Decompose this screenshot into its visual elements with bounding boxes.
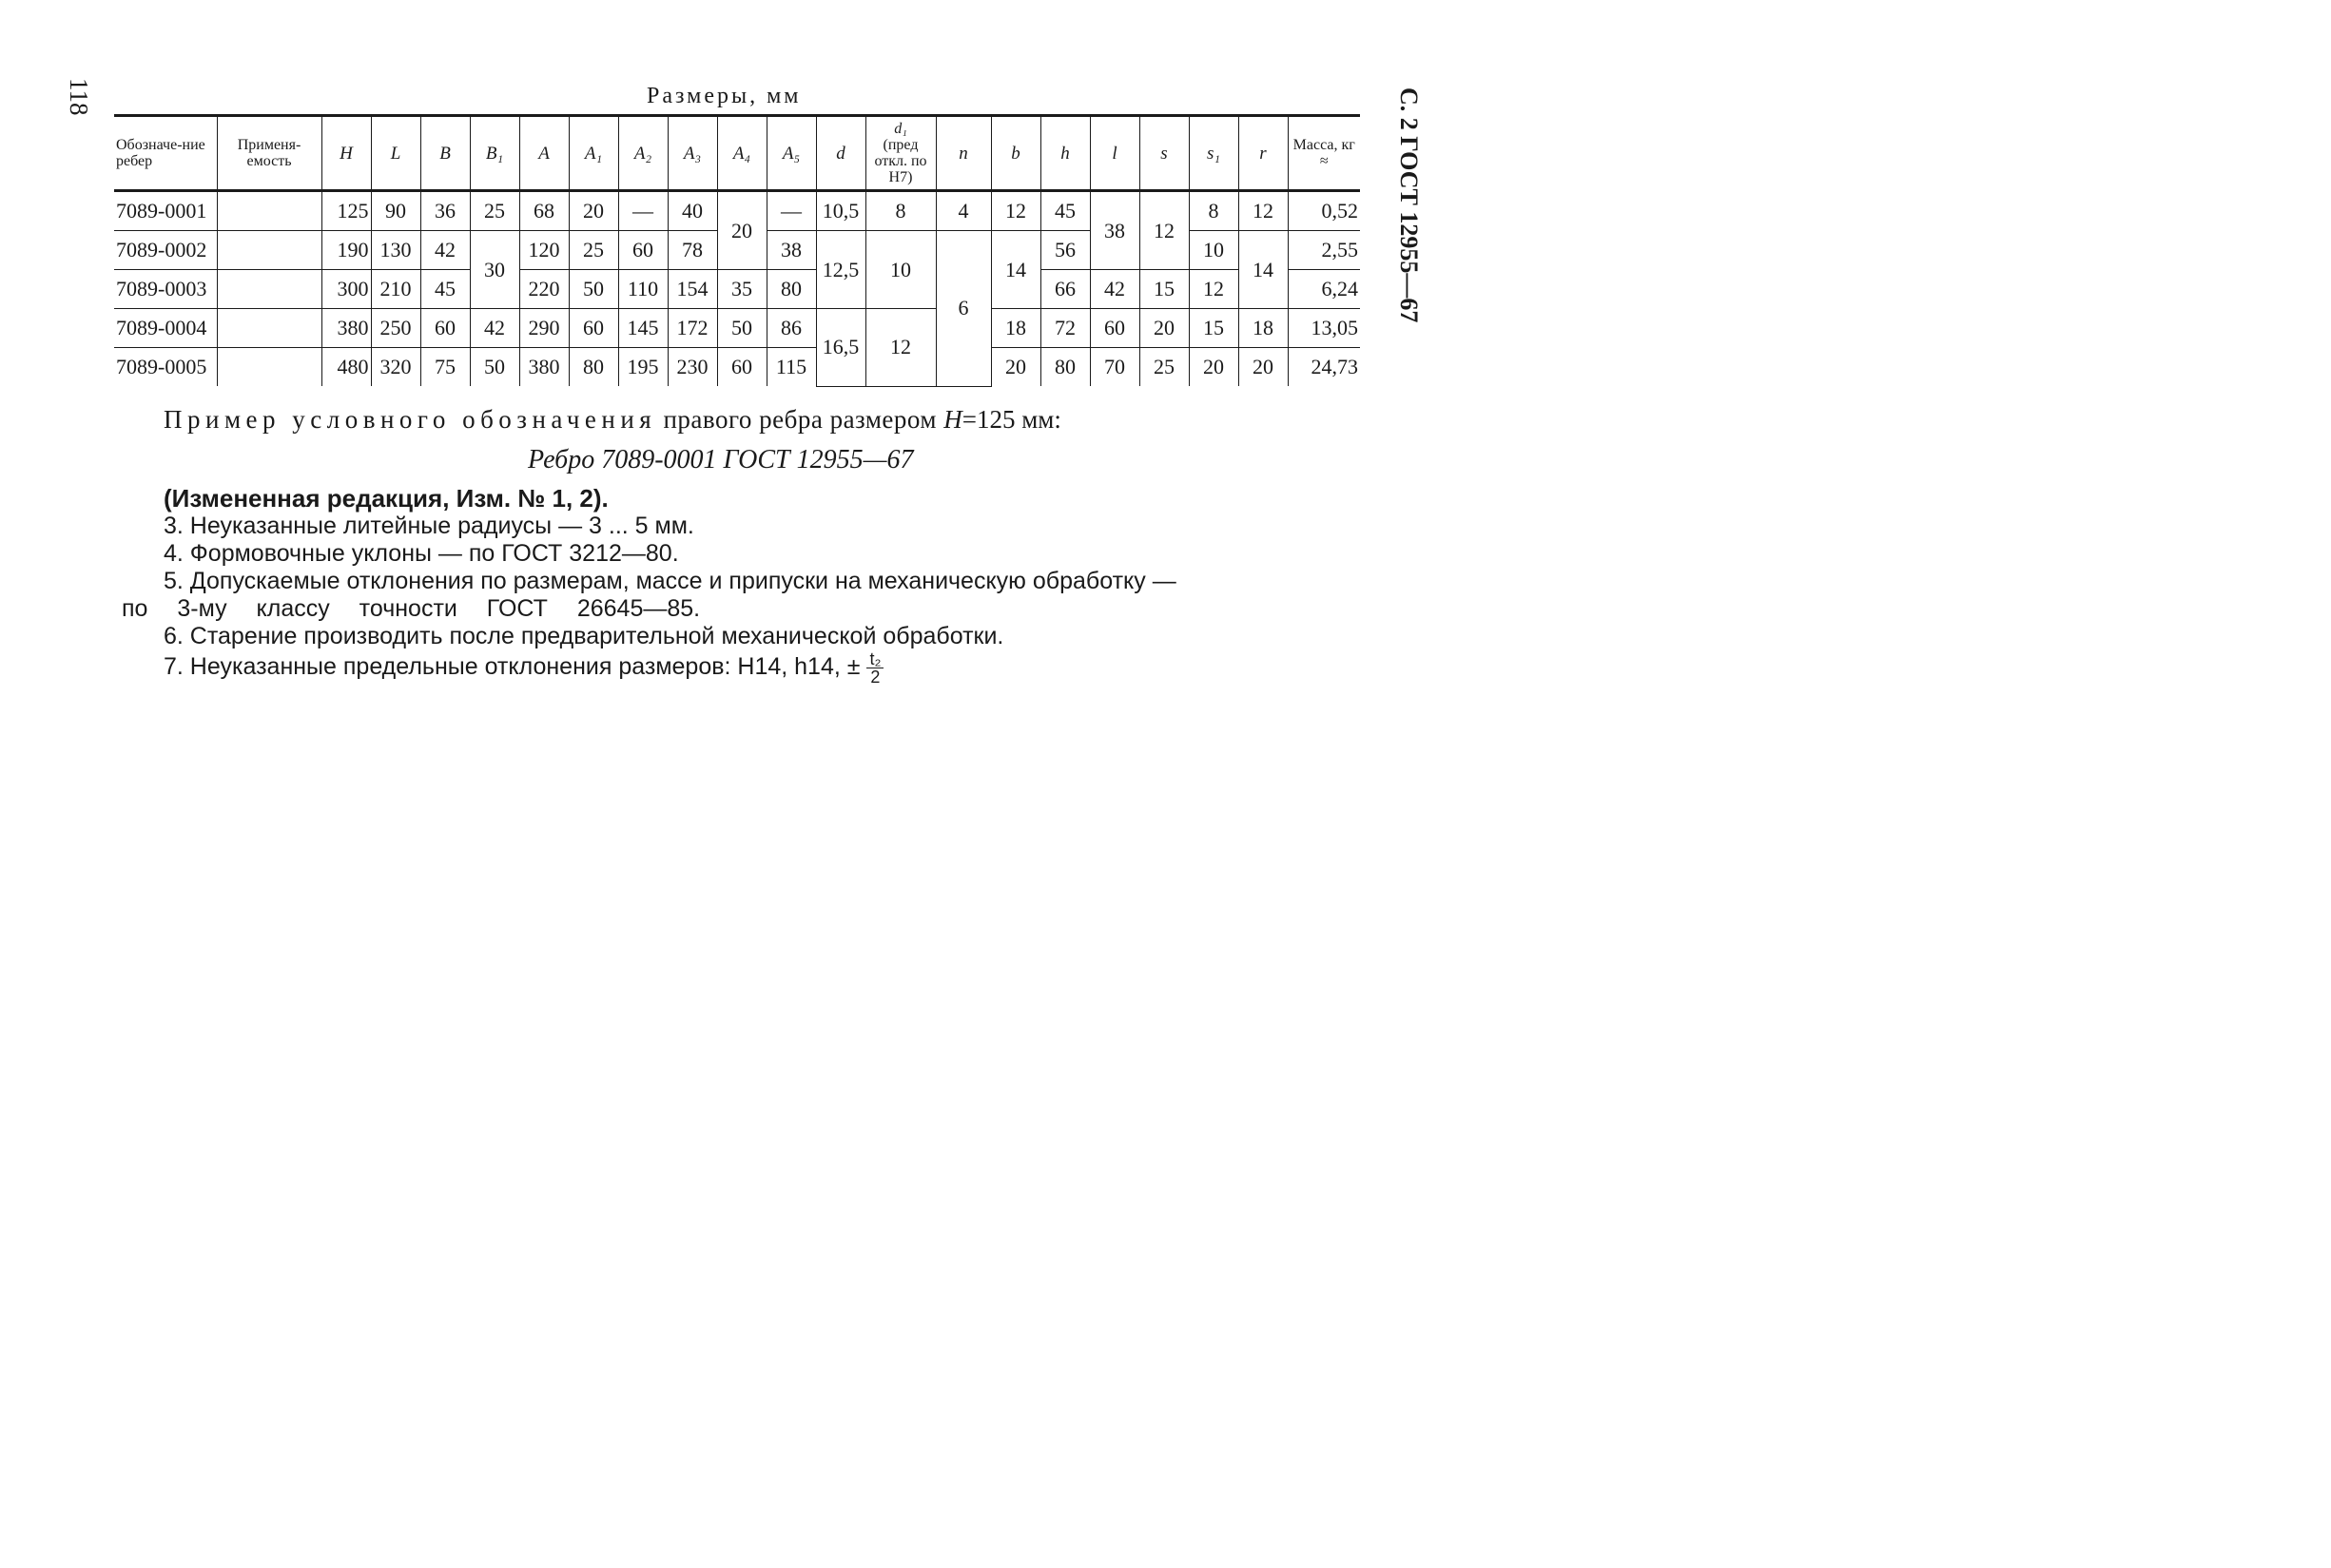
cell-s1: 20 — [1189, 348, 1238, 387]
cell-b: 18 — [991, 309, 1040, 348]
cell-A3: 78 — [668, 231, 717, 270]
example-lead: Пример условного обозначения — [164, 405, 657, 434]
note-item-5-cont: по 3-му классу точности ГОСТ 26645—85. — [122, 595, 701, 622]
cell-B: 45 — [420, 270, 470, 309]
note-item-5: 5. Допускаемые отклонения по размерам, массе и припуски на механическую обработку — — [164, 568, 1176, 594]
notes-block — [122, 485, 1349, 686]
cell-s1: 15 — [1189, 309, 1238, 348]
note-item-4: 4. Формовочные уклоны — по ГОСТ 3212—80. — [164, 540, 679, 567]
cell-A2: 110 — [618, 270, 668, 309]
cell-L: 90 — [371, 191, 420, 231]
cell-designation: 7089-0004 — [114, 309, 217, 348]
cell-H: 190 — [321, 231, 371, 270]
cell-B1: 25 — [470, 191, 519, 231]
cell-designation: 7089-0002 — [114, 231, 217, 270]
cell-mass: 0,52 — [1288, 191, 1360, 231]
header-d1-note: (пред откл. по Н7) — [874, 137, 927, 185]
designation-example-line — [164, 405, 1061, 435]
page-number: 118 — [65, 78, 93, 116]
cell-A: 290 — [519, 309, 569, 348]
example-symbol: H — [943, 405, 962, 434]
cell-A: 380 — [519, 348, 569, 387]
cell-applicability — [217, 270, 321, 309]
cell-A1: 25 — [569, 231, 618, 270]
cell-A3: 172 — [668, 309, 717, 348]
cell-r: 18 — [1238, 309, 1288, 348]
cell-B: 36 — [420, 191, 470, 231]
cell-L: 210 — [371, 270, 420, 309]
cell-h: 66 — [1040, 270, 1090, 309]
cell-A1: 80 — [569, 348, 618, 387]
example-value: =125 мм: — [962, 405, 1061, 434]
cell-d1: 8 — [865, 191, 936, 231]
cell-s1: 8 — [1189, 191, 1238, 231]
note-item-7 — [122, 650, 1349, 686]
cell-A2: — — [618, 191, 668, 231]
cell-applicability — [217, 191, 321, 231]
cell-h: 45 — [1040, 191, 1090, 231]
header-s: s — [1139, 116, 1189, 191]
cell-d: 16,5 — [816, 309, 865, 387]
cell-designation: 7089-0003 — [114, 270, 217, 309]
cell-H: 300 — [321, 270, 371, 309]
table-caption: Размеры, мм — [647, 84, 802, 108]
cell-A5: 86 — [767, 309, 816, 348]
cell-B1: 30 — [470, 231, 519, 309]
cell-A4: 35 — [717, 270, 767, 309]
header-H: H — [321, 116, 371, 191]
cell-d: 10,5 — [816, 191, 865, 231]
header-l: l — [1090, 116, 1139, 191]
fraction-numerator: t₂ — [866, 650, 884, 668]
cell-l: 42 — [1090, 270, 1139, 309]
cell-mass: 6,24 — [1288, 270, 1360, 309]
cell-A: 120 — [519, 231, 569, 270]
cell-A3: 230 — [668, 348, 717, 387]
table-row — [114, 309, 1360, 348]
cell-applicability — [217, 348, 321, 387]
cell-r: 14 — [1238, 231, 1288, 309]
table-row — [114, 348, 1360, 387]
cell-A: 68 — [519, 191, 569, 231]
cell-s1: 10 — [1189, 231, 1238, 270]
header-A3: A₃ — [668, 116, 717, 191]
header-d1-symbol: d₁ — [894, 121, 907, 137]
header-mass: Масса, кг ≈ — [1288, 116, 1360, 191]
table-row — [114, 191, 1360, 231]
cell-L: 320 — [371, 348, 420, 387]
cell-B1: 50 — [470, 348, 519, 387]
cell-A2: 60 — [618, 231, 668, 270]
note-item-3: 3. Неуказанные литейные радиусы — 3 ... 5 мм. — [164, 513, 694, 539]
cell-H: 380 — [321, 309, 371, 348]
header-B1: B₁ — [470, 116, 519, 191]
cell-b: 12 — [991, 191, 1040, 231]
cell-s: 15 — [1139, 270, 1189, 309]
cell-h: 56 — [1040, 231, 1090, 270]
cell-H: 480 — [321, 348, 371, 387]
cell-A3: 154 — [668, 270, 717, 309]
cell-L: 130 — [371, 231, 420, 270]
fraction-denominator: 2 — [870, 668, 881, 687]
cell-mass: 24,73 — [1288, 348, 1360, 387]
cell-A1: 60 — [569, 309, 618, 348]
cell-l: 70 — [1090, 348, 1139, 387]
designation-example: Ребро 7089-0001 ГОСТ 12955—67 — [528, 445, 914, 474]
cell-b: 20 — [991, 348, 1040, 387]
cell-A5: 115 — [767, 348, 816, 387]
cell-B: 75 — [420, 348, 470, 387]
cell-n: 4 — [936, 191, 991, 231]
cell-d1: 12 — [865, 309, 936, 387]
cell-n: 6 — [936, 231, 991, 387]
cell-L: 250 — [371, 309, 420, 348]
cell-A1: 50 — [569, 270, 618, 309]
note-item-6: 6. Старение производить после предварительной механической обработки. — [164, 623, 1004, 649]
cell-designation: 7089-0005 — [116, 355, 207, 378]
header-s1: s₁ — [1189, 116, 1238, 191]
header-A: A — [519, 116, 569, 191]
cell-A4: 60 — [717, 348, 767, 387]
cell-d1: 10 — [865, 231, 936, 309]
cell-s: 25 — [1139, 348, 1189, 387]
cell-mass: 13,05 — [1288, 309, 1360, 348]
cell-A2: 195 — [618, 348, 668, 387]
cell-A2: 145 — [618, 309, 668, 348]
header-B: B — [420, 116, 470, 191]
cell-s: 12 — [1139, 191, 1189, 270]
cell-l: 38 — [1090, 191, 1139, 270]
cell-B: 60 — [420, 309, 470, 348]
cell-A4: 50 — [717, 309, 767, 348]
header-A1: A₁ — [569, 116, 618, 191]
cell-h: 80 — [1040, 348, 1090, 387]
cell-d: 12,5 — [816, 231, 865, 309]
header-A4: A₄ — [717, 116, 767, 191]
cell-B1: 42 — [470, 309, 519, 348]
cell-A5: 80 — [767, 270, 816, 309]
table-row — [114, 270, 1360, 309]
cell-designation: 7089-0001 — [114, 191, 217, 231]
note-item-7-text: 7. Неуказанные предельные отклонения размеров: Н14, h14, ± — [164, 653, 861, 681]
cell-A3: 40 — [668, 191, 717, 231]
cell-mass: 2,55 — [1288, 231, 1360, 270]
cell-r: 12 — [1238, 191, 1288, 231]
tolerance-fraction — [866, 650, 884, 686]
header-applicability: Применя-емость — [217, 116, 321, 191]
header-A2: A₂ — [618, 116, 668, 191]
cell-B: 42 — [420, 231, 470, 270]
running-head: С. 2 ГОСТ 12955—67 — [1395, 87, 1423, 323]
amendment-note: (Измененная редакция, Изм. № 1, 2). — [164, 484, 609, 513]
cell-applicability — [217, 231, 321, 270]
header-A5: A₅ — [767, 116, 816, 191]
cell-s: 20 — [1139, 309, 1189, 348]
cell-l: 60 — [1090, 309, 1139, 348]
cell-A1: 20 — [569, 191, 618, 231]
header-h: h — [1040, 116, 1090, 191]
header-b: b — [991, 116, 1040, 191]
cell-H: 125 — [321, 191, 371, 231]
example-lead-rest: правого ребра размером — [656, 405, 944, 434]
cell-A5: 38 — [767, 231, 816, 270]
header-n: n — [936, 116, 991, 191]
cell-A: 220 — [519, 270, 569, 309]
cell-r: 20 — [1238, 348, 1288, 387]
header-r: r — [1238, 116, 1288, 191]
cell-b: 14 — [991, 231, 1040, 309]
cell-applicability — [217, 309, 321, 348]
dimensions-table — [114, 114, 1360, 387]
cell-A5: — — [767, 191, 816, 231]
header-d1 — [865, 116, 936, 191]
table-header-row — [114, 116, 1360, 191]
header-L: L — [371, 116, 420, 191]
cell-h: 72 — [1040, 309, 1090, 348]
header-designation: Обозначе-ние ребер — [114, 116, 217, 191]
header-d: d — [816, 116, 865, 191]
cell-s1: 12 — [1189, 270, 1238, 309]
cell-A4: 20 — [717, 191, 767, 270]
